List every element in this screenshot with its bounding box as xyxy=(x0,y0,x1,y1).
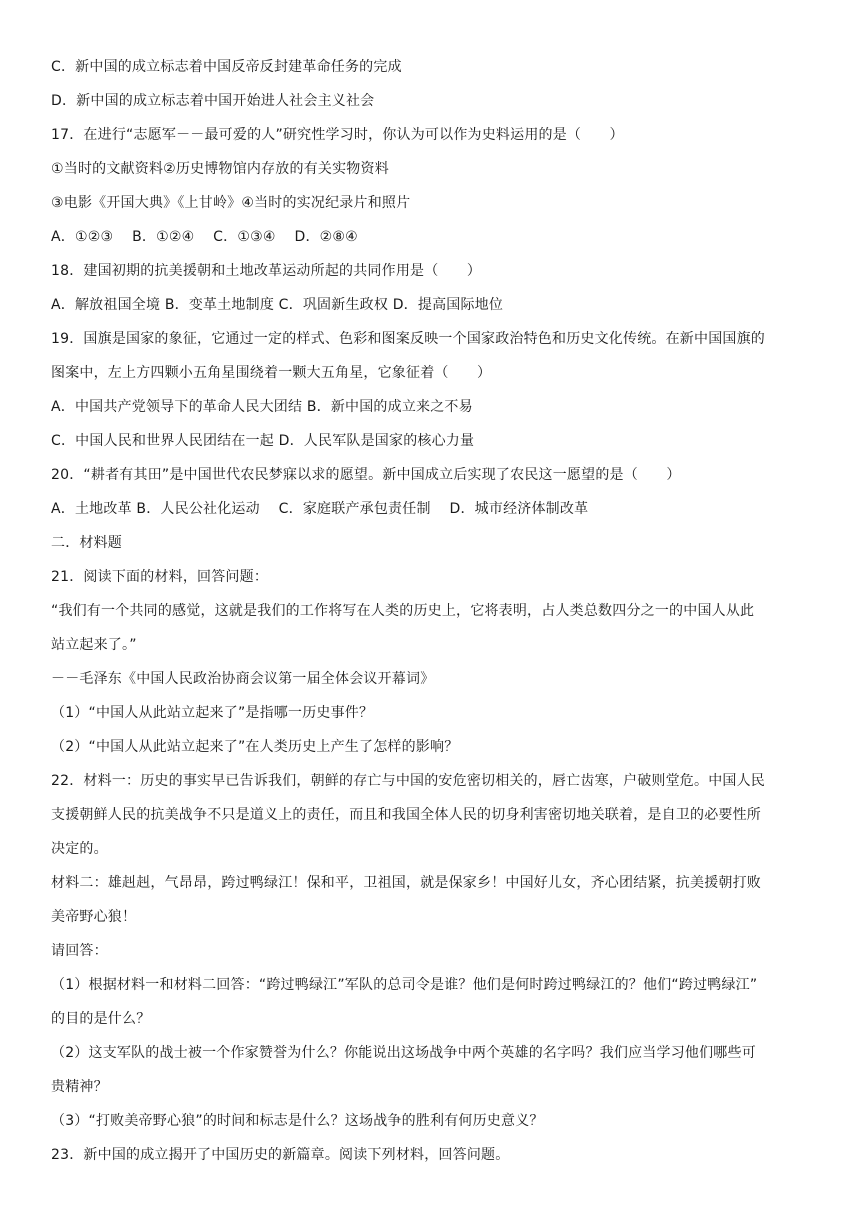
question-22-material-1-line-3: 决定的。 xyxy=(51,841,108,857)
question-21: 21．阅读下面的材料，回答问题： xyxy=(51,569,269,585)
q20-options: A．土地改革 B．人民公社化运动 C．家庭联产承包责任制 D．城市经济体制改革 xyxy=(51,501,589,517)
q22-sub-3: （3）“打败美帝野心狼”的时间和标志是什么？这场战争的胜利有何历史意义？ xyxy=(51,1113,544,1129)
q22-sub-2-line-1: （2）这支军队的战士被一个作家赞誉为什么？你能说出这场战争中两个英雄的名字吗？我们应当学习他们哪些可 xyxy=(51,1045,756,1061)
question-17: 17．在进行“志愿军－－最可爱的人”研究性学习时，你认为可以作为史料运用的是（ ） xyxy=(51,127,624,143)
q22-material-2-line-2: 美帝野心狼！ xyxy=(51,909,137,925)
q21-source: －－毛泽东《中国人民政治协商会议第一届全体会议开幕词》 xyxy=(51,671,435,687)
q19-options-ab: A．中国共产党领导下的革命人民大团结 B．新中国的成立来之不易 xyxy=(51,399,473,415)
question-19-line-1: 19．国旗是国家的象征，它通过一定的样式、色彩和图案反映一个国家政治特色和历史文化传统。在新中国国旗的 xyxy=(51,331,766,347)
q17-item-1: ①当时的文献资料②历史博物馆内存放的有关实物资料 xyxy=(51,161,389,177)
q22-sub-1-line-2: 的目的是什么？ xyxy=(51,1011,151,1027)
question-23: 23．新中国的成立揭开了中国历史的新篇章。阅读下列材料，回答问题。 xyxy=(51,1147,510,1163)
q17-item-2: ③电影《开国大典》《上甘岭》④当时的实况纪录片和照片 xyxy=(51,195,411,211)
option-c: C．新中国的成立标志着中国反帝反封建革命任务的完成 xyxy=(51,59,402,75)
q21-quote-line-2: 站立起来了。” xyxy=(51,637,137,653)
q19-options-cd: C．中国人民和世界人民团结在一起 D．人民军队是国家的核心力量 xyxy=(51,433,475,449)
section-heading: 二．材料题 xyxy=(51,535,122,551)
question-19-line-2: 图案中，左上方四颗小五角星围绕着一颗大五角星，它象征着（ ） xyxy=(51,365,492,381)
q17-options: A．①②③ B．①②④ C．①③④ D．②⑧④ xyxy=(51,229,358,245)
q21-sub-1: （1）“中国人从此站立起来了”是指哪一历史事件？ xyxy=(51,705,374,721)
q18-options: A．解放祖国全境 B．变革土地制度 C．巩固新生政权 D．提高国际地位 xyxy=(51,297,504,313)
q21-quote-line-1: “我们有一个共同的感觉，这就是我们的工作将写在人类的历史上，它将表明，占人类总数四分之一的中国人从此 xyxy=(51,603,755,619)
question-18: 18．建国初期的抗美援朝和土地改革运动所起的共同作用是（ ） xyxy=(51,263,482,279)
question-22-material-1-line-1: 22．材料一：历史的事实早已告诉我们，朝鲜的存亡与中国的安危密切相关的，唇亡齿寒，户破则堂危。中国人民 xyxy=(51,773,766,789)
q22-prompt: 请回答： xyxy=(51,943,108,959)
q22-sub-2-line-2: 贵精神？ xyxy=(51,1079,108,1095)
option-d: D．新中国的成立标志着中国开始进人社会主义社会 xyxy=(51,93,375,109)
q22-material-2-line-1: 材料二：雄赳赳，气昂昂，跨过鸭绿江！保和平，卫祖国，就是保家乡！中国好儿女，齐心团结紧，抗美援朝打败 xyxy=(51,875,761,891)
question-22-material-1-line-2: 支援朝鲜人民的抗美战争不只是道义上的责任，而且和我国全体人民的切身利害密切地关联着，是自卫的必要性所 xyxy=(51,807,761,823)
document-page xyxy=(51,56,811,1178)
q22-sub-1-line-1: （1）根据材料一和材料二回答：“跨过鸭绿江”军队的总司令是谁？他们是何时跨过鸭绿江的？他们“跨过鸭绿江” xyxy=(51,977,758,993)
question-20: 20．“耕者有其田”是中国世代农民梦寐以求的愿望。新中国成立后实现了农民这一愿望的是（ ） xyxy=(51,467,681,483)
q21-sub-2: （2）“中国人从此站立起来了”在人类历史上产生了怎样的影响？ xyxy=(51,739,459,755)
